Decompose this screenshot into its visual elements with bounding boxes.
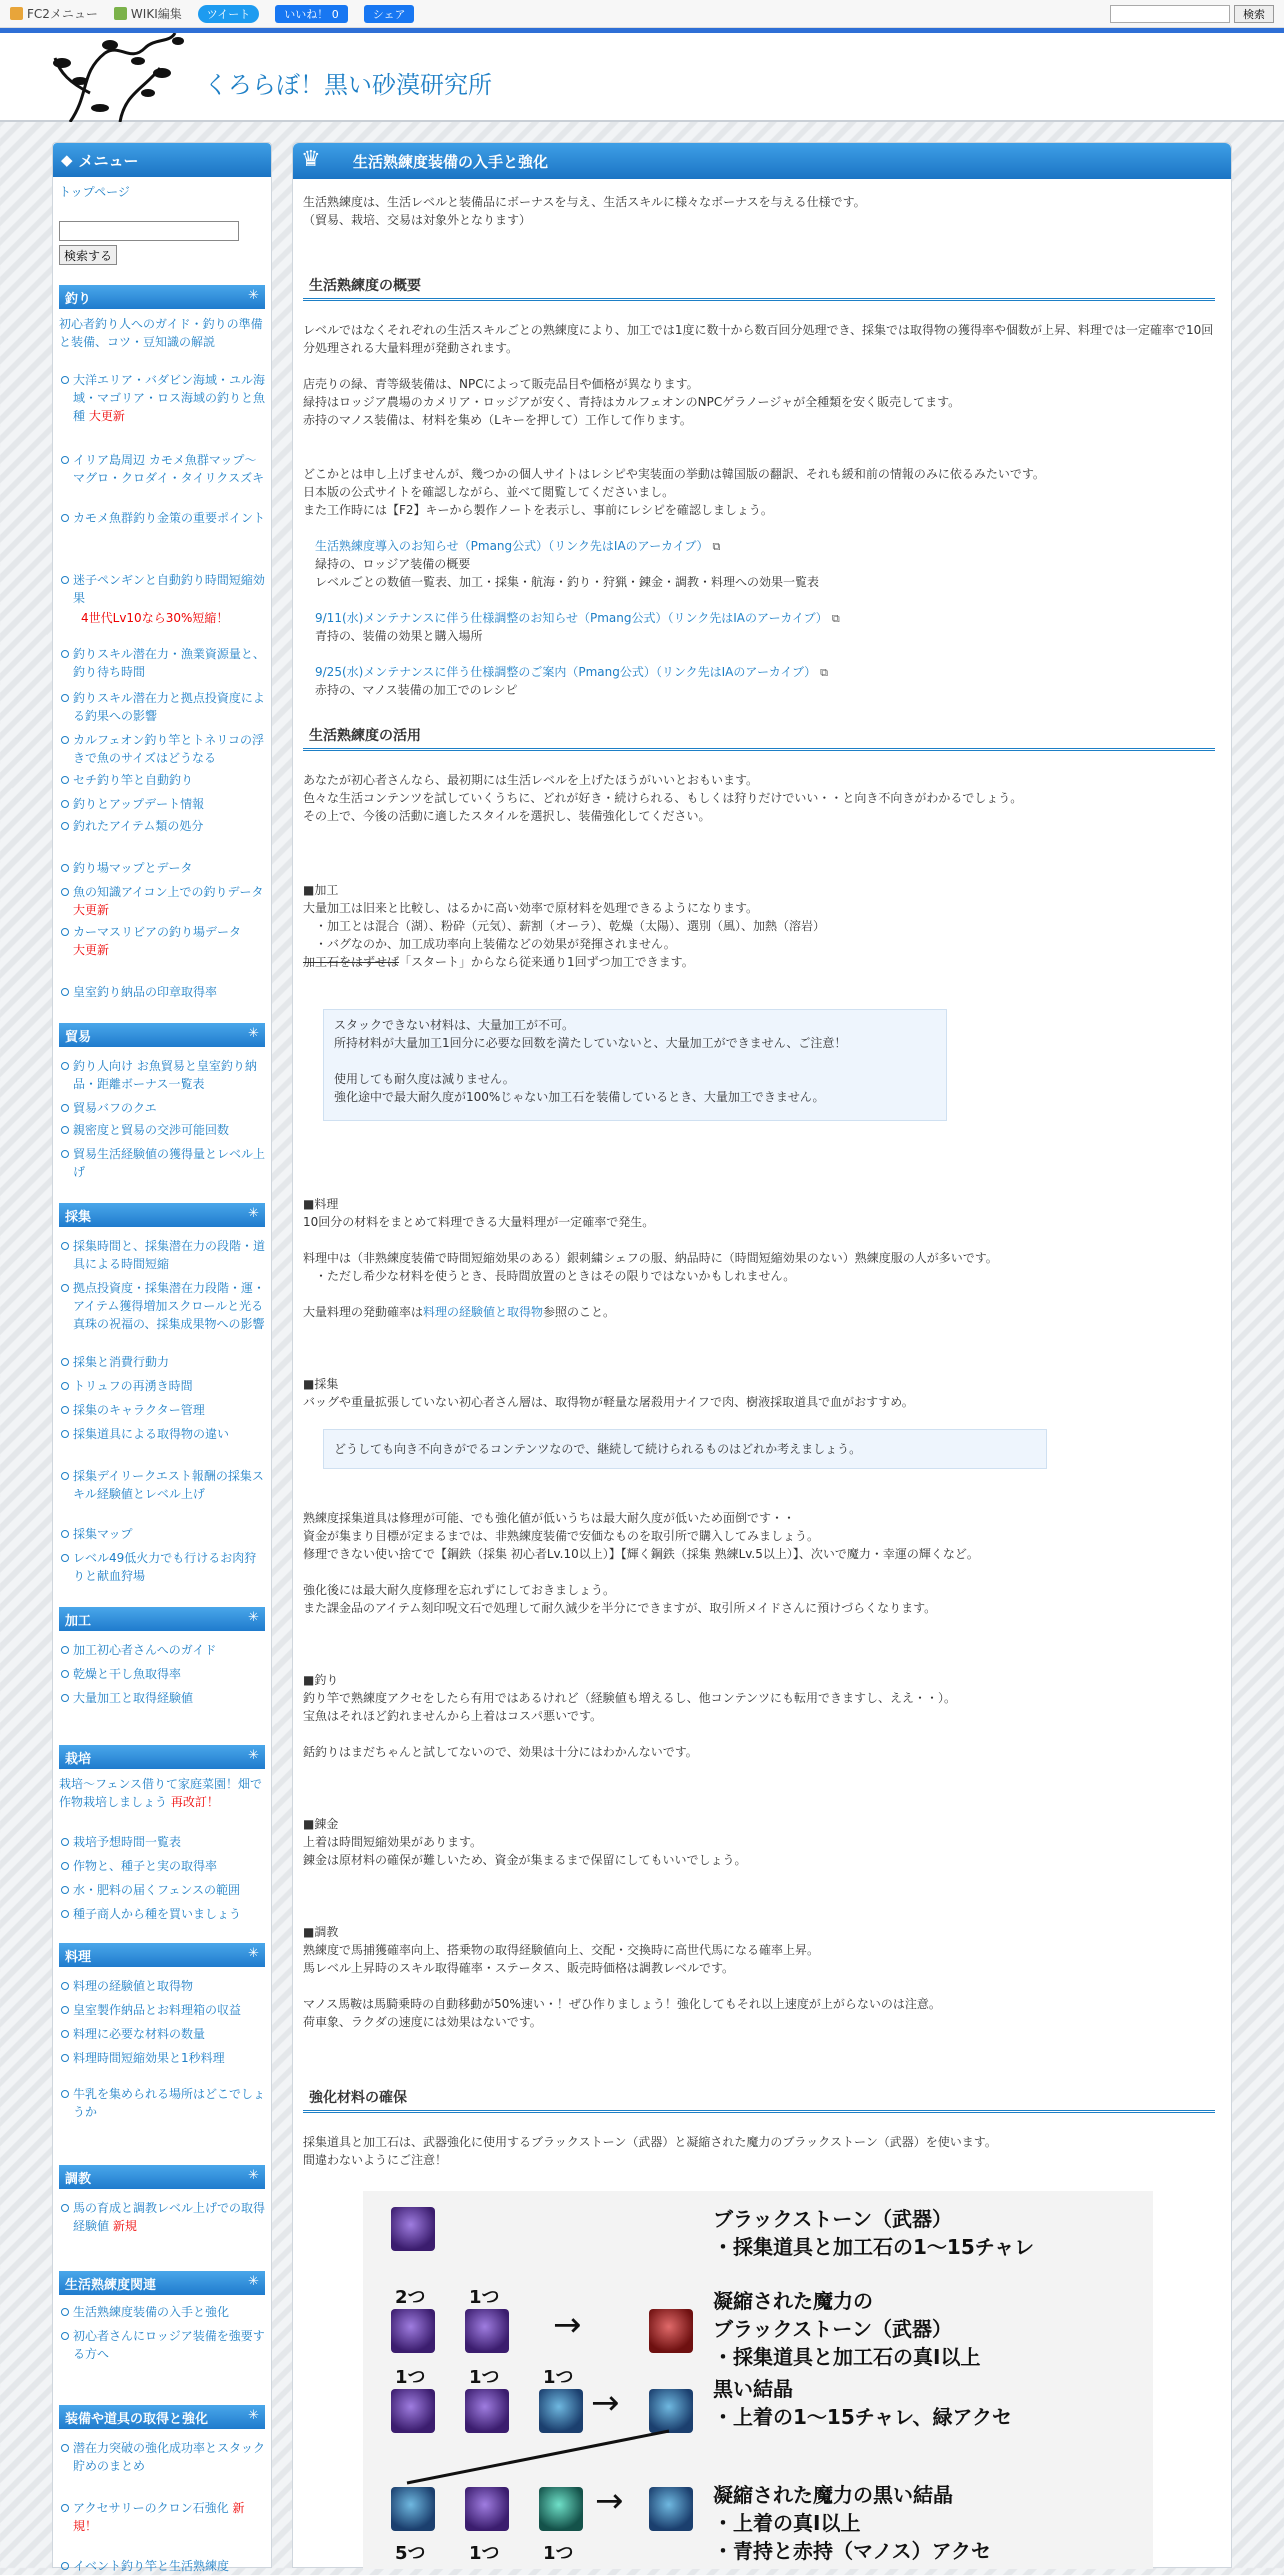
wiki-edit-link[interactable]: WIKI編集 [114, 5, 182, 22]
heading-overview: 生活熟練度の概要 [303, 271, 1215, 301]
note-text: 4世代Lv10なら30%短縮！ [81, 611, 229, 625]
section-gear: 装備や道具の取得と強化 ✳ [59, 2405, 265, 2429]
count-label: 1つ [395, 2367, 426, 2388]
fc2-toolbar [0, 0, 1284, 28]
figure-caption: 凝縮された魔力の ブラックストーン（武器） ・採集道具と加工石の真Ⅰ以上 [713, 2289, 981, 2369]
fc2-icon [10, 7, 23, 20]
vine-logo-icon [50, 33, 190, 122]
section-processing: 加工 ✳ [59, 1607, 265, 1631]
sidebar-link[interactable]: 釣れたアイテム類の処分 [73, 819, 204, 833]
alchemy-text: ■錬金 上着は時間短縮効果があります。 錬金は原材料の確保が難しいため、資金が集まるまで保留にしてもいいでしょう。 [303, 1817, 747, 1867]
count-label: 5つ [395, 2543, 426, 2564]
sidebar [52, 142, 272, 2573]
external-link[interactable]: 9/11(水)メンテナンスに伴う仕様調整のお知らせ（Pmang公式）（リンク先はIAのアーカイブ） ⧉ [315, 611, 840, 625]
black-stone-icon [391, 2309, 435, 2353]
concentrated-black-crystal-icon [649, 2487, 693, 2531]
sidebar-link[interactable]: レベル49低火力でも行けるお肉狩りと献血狩場 [73, 1551, 257, 1583]
sidebar-link[interactable]: 貿易バフのクエ [73, 1101, 157, 1115]
new-badge: 再改訂！ [170, 1795, 219, 1809]
section-gathering: 採集 ✳ [59, 1203, 265, 1227]
site-title[interactable]: くろらぼ！黒い砂漠研究所 [204, 71, 492, 99]
sidebar-link[interactable]: アクセサリーのクロン石強化 [73, 2501, 229, 2515]
sparkle-icon: ✳ [248, 2168, 259, 2183]
sparkle-icon: ✳ [248, 1946, 259, 1961]
new-badge: 新規 [112, 2219, 137, 2233]
crown-icon: ♛ [301, 147, 321, 172]
sidebar-link[interactable]: 栽培予想時間一覧表 [73, 1835, 182, 1849]
sidebar-link[interactable]: 作物と、種子と実の取得率 [73, 1859, 218, 1873]
count-label: 2つ [395, 2287, 426, 2308]
arrow-right-icon: → [591, 2383, 620, 2423]
heading-materials: 強化材料の確保 [303, 2083, 1215, 2113]
arrow-right-icon: → [553, 2305, 582, 2345]
sidebar-link[interactable]: 拠点投資度・採集潜在力段階・運・アイテム獲得増加スクロールと光る真珠の祝福の、採集成果物への影響 [73, 1281, 266, 1331]
intro-text: 生活熟練度は、生活レベルと装備品にボーナスを与え、生活スキルに様々なボーナスを与える仕様です。 （貿易、栽培、交易は対象外となります） [303, 195, 866, 227]
paragraph: 「スタート」からなら従来通り1回ずつ加工できます。 [399, 955, 694, 969]
sidebar-link[interactable]: 採集時間と、採集潜在力の段階・道具による時間短縮 [73, 1239, 266, 1271]
section-trade: 貿易 ✳ [59, 1023, 265, 1047]
link-description: 赤持の、マノス装備の加工でのレシピ [315, 683, 518, 697]
page-title: 生活熟練度装備の入手と強化 [353, 152, 549, 171]
sidebar-link[interactable]: 大洋エリア・バダビン海域・ユル海域・マゴリア・ロス海域の釣りと魚種 [73, 373, 266, 423]
sidebar-link[interactable]: 料理時間短縮効果と1秒料理 [73, 2051, 225, 2065]
sidebar-link[interactable]: イリア島周辺 カモメ魚群マップ～マグロ・クロダイ・タイリクスズキ [73, 453, 265, 485]
black-stone-armor-icon [539, 2487, 583, 2531]
sidebar-link[interactable]: カルフェオン釣り竿とトネリコの浮きで魚のサイズはどうなる [73, 733, 265, 765]
wiki-icon [114, 7, 127, 20]
sidebar-link[interactable]: 親密度と貿易の交渉可能回数 [73, 1123, 230, 1137]
sidebar-link[interactable]: 採集デイリークエスト報酬の採集スキル経験値とレベル上げ [73, 1469, 264, 1501]
sidebar-link[interactable]: カモメ魚群釣り金策の重要ポイント [73, 511, 266, 525]
count-label: 1つ [469, 2367, 500, 2388]
link-description: 緑持の、ロッジア装備の概要 レベルごとの数値一覧表、加工・採集・航海・釣り・狩猟・錬金・調教・料理への効果一覧表 [315, 557, 820, 589]
tools-text: 熟練度採集道具は修理が可能、でも強化値が低いうちは最大耐久度が低いため面倒です・・ 資金が集まり目標が定まるまでは、非熟練度装備で安価なものを取引所で購入してみましょう。 修理できない使い捨てで【鋼鉄（採集 初心者Lv.10以上）】【輝く鋼鉄（採集 熟練Lv.5以上）】、次いで魔力・幸運の輝くなど。 強化後には最大耐久度修理を忘れずにしておきましょう。 また課金品のアイテム刻印呪文石で処理して耐久減少を半分にできますが、取引所メイドさんに預けづらくなります。 [303, 1511, 979, 1615]
paragraph: 採集道具と加工石は、武器強化に使用するブラックストーン（武器）と凝縮された魔力のブラックストーン（武器）を使います。 間違わないようにご注意！ [303, 2135, 997, 2167]
sidebar-link[interactable]: 料理に必要な材料の数量 [73, 2027, 206, 2041]
count-label: 1つ [543, 2367, 574, 2388]
connector-line [403, 2427, 673, 2487]
sidebar-link[interactable]: 牛乳を集められる場所はどこでしょうか [73, 2087, 266, 2119]
sidebar-link[interactable]: 釣り場マップとデータ [73, 861, 193, 875]
sidebar-link[interactable]: 迷子ペンギンと自動釣り時間短縮効果 [73, 573, 265, 605]
sidebar-link[interactable]: 採集道具による取得物の違い [73, 1427, 230, 1441]
sparkle-icon: ✳ [248, 1026, 259, 1041]
sidebar-link[interactable]: 栽培～フェンス借りて家庭菜園！畑で作物栽培しましょう [59, 1777, 263, 1809]
section-cooking: 料理 ✳ [59, 1943, 265, 1967]
menu-diamond-icon: ◆ [61, 151, 73, 169]
black-stone-icon [391, 2207, 435, 2251]
sparkle-icon: ✳ [248, 2274, 259, 2289]
link-description: 青持の、装備の効果と購入場所 [315, 629, 483, 643]
sidebar-link[interactable]: 種子商人から種を買いましょう [73, 1907, 242, 1921]
black-crystal-icon [391, 2487, 435, 2531]
gathering-text: ■採集 バッグや重量拡張していない初心者さん層は、取得物が軽量な屠殺用ナイフで肉、樹液採取道具で血がおすすめ。 [303, 1377, 914, 1409]
note-box: どうしても向き不向きがでるコンテンツなので、継続して続けられるものはどれか考えましょう。 [323, 1429, 1047, 1469]
sidebar-link[interactable]: セチ釣り竿と自動釣り [73, 773, 194, 787]
new-badge: 大更新 [88, 409, 125, 423]
section-training: 調教 ✳ [59, 2165, 265, 2189]
note-box: スタックできない材料は、大量加工が不可。 所持材料が大量加工1回分に必要な回数を満たしていないと、大量加工ができません、ご注意！ 使用しても耐久度は減りません。 強化途中で最大耐久度が100%じゃない加工石を装備しているとき、大量加工できません。 [323, 1009, 947, 1121]
figure-caption: 凝縮された魔力の黒い結晶 ・上着の真Ⅰ以上 ・青持と赤持（マノス）アクセ [713, 2483, 991, 2563]
sidebar-link[interactable]: イベント釣り竿と生活熟練度 [73, 2559, 230, 2573]
processing-text: ■加工 大量加工は旧来と比較し、はるかに高い効率で原材料を処理できるようになります。 ・加工とは混合（湖）、粉砕（元気）、薪割（オーラ）、乾燥（太陽）、選別（風）、加熱（溶岩） ・バグなのか、加工成功率向上装備などの効果が発揮されません。 [303, 883, 826, 951]
paragraph: 参照のこと。 [543, 1305, 616, 1319]
enhancement-materials-figure [363, 2191, 1153, 2569]
sidebar-link[interactable]: 初心者釣り人へのガイド・釣りの準備と装備、コツ・豆知識の解説 [59, 317, 263, 349]
sidebar-top-link[interactable]: トップページ [59, 185, 130, 199]
count-label: 1つ [543, 2543, 574, 2564]
tweet-button[interactable]: ツイート [198, 5, 259, 23]
sidebar-link[interactable]: 乾燥と干し魚取得率 [73, 1667, 182, 1681]
figure-caption: ブラックストーン（武器） ・採集道具と加工石の1～15チャレ [713, 2207, 1035, 2259]
sidebar-link[interactable]: 皇室釣り納品の印章取得率 [73, 985, 218, 999]
training-text: ■調教 熟練度で馬捕獲確率向上、搭乗物の取得経験値向上、交配・交換時に高世代馬になる確率上昇。 馬レベル上昇時のスキル取得確率・ステータス、販売時価格は調教レベルです。 マノス馬鞍は馬騎乗時の自動移動が50%速い・！ぜひ作りましょう！強化してもそれ以上速度が上がらないのは注意。 荷車象、ラクダの速度には効果はないです。 [303, 1925, 941, 2029]
cooking-ref-link[interactable]: 料理の経験値と取得物 [423, 1305, 544, 1319]
heading-usage: 生活熟練度の活用 [303, 721, 1215, 751]
sparkle-icon: ✳ [248, 1610, 259, 1625]
paragraph: どこかとは申し上げませんが、幾つかの個人サイトはレシピや実装面の挙動は韓国版の翻訳、それも緩和前の情報のみに依るみたいです。 日本版の公式サイトを確認しながら、並べて閲覧してくださいまし。 また工作時には【F2】キーから製作ノートを表示し、事前にレシピを確認しましょう。 [303, 467, 1045, 517]
fishing-text: ■釣り 釣り竿で熟練度アクセをしたら有用ではあるけれど（経験値も増えるし、他コンテンツにも転用できますし、ええ・・）。 宝魚はそれほど釣れませんから上着はコスパ悪いです。 銛釣りはまだちゃんと試してないので、効果は十分にはわかんないです。 [303, 1673, 957, 1759]
sidebar-link[interactable]: 皇室製作納品とお料理箱の収益 [73, 2003, 242, 2017]
sidebar-link[interactable]: 料理の経験値と取得物 [73, 1979, 194, 1993]
site-header [0, 33, 1284, 122]
sidebar-link[interactable]: 採集マップ [73, 1527, 133, 1541]
sidebar-link[interactable]: 貿易生活経験値の獲得量とレベル上げ [73, 1147, 266, 1179]
sidebar-link[interactable]: 生活熟練度装備の入手と強化 [73, 2305, 230, 2319]
top-search-button[interactable]: 検索 [1234, 5, 1274, 23]
share-button[interactable]: シェア [364, 5, 415, 23]
external-link[interactable]: 生活熟練度導入のお知らせ（Pmang公式）（リンク先はIAのアーカイブ） ⧉ [315, 539, 720, 553]
sidebar-link[interactable]: 初心者さんにロッジア装備を強要する方へ [73, 2329, 265, 2361]
figure-caption: 黒い結晶 ・上着の1～15チャレ、緑アクセ [713, 2377, 1012, 2429]
sidebar-link[interactable]: カーマスリビアの釣り場データ [73, 925, 242, 939]
sparkle-icon: ✳ [248, 2408, 259, 2423]
sidebar-search-input[interactable] [59, 221, 239, 241]
paragraph: あなたが初心者さんなら、最初期には生活レベルを上げたほうがいいとおもいます。 色々な生活コンテンツを試していくうちに、どれが好き・続けられる、もしくは狩りだけでいい・・と向き不向きがわかるでしょう。 その上で、今後の活動に適したスタイルを選択し、装備強化してください。 [303, 773, 1023, 823]
main-content [292, 142, 1232, 2568]
black-stone-icon [465, 2487, 509, 2531]
section-fishing: 釣り ✳ [59, 285, 265, 309]
sidebar-link[interactable]: 馬の育成と調教レベル上げでの取得経験値 [73, 2201, 266, 2233]
paragraph: 店売りの緑、青等級装備は、NPCによって販売品目や価格が異なります。 緑持はロッジア農場のカメリア・ロッジアが安く、青持はカルフェオンのNPCゲラノージャが全種類を安く販売してます。 赤持のマノス装備は、材料を集め（Lキーを押して）工作して作ります。 [303, 377, 961, 427]
arrow-right-icon: → [595, 2481, 624, 2521]
sidebar-search-button[interactable]: 検索する [59, 245, 117, 265]
sparkle-icon: ✳ [248, 288, 259, 303]
sidebar-link[interactable]: 水・肥料の届くフェンスの範囲 [73, 1883, 241, 1897]
black-stone-icon [465, 2309, 509, 2353]
sidebar-link[interactable]: トリュフの再湧き時間 [73, 1379, 193, 1393]
section-equipment: 生活熟練度関連 ✳ [59, 2271, 265, 2295]
paragraph: レベルではなくそれぞれの生活スキルごとの熟練度により、加工では1度に数十から数百回分処理でき、採集では取得物の獲得率や個数が上昇、料理では一定確率で10回分処理される大量料理が発動されます。 [303, 323, 1214, 355]
menu-header: ◆ メニュー [53, 143, 271, 177]
paragraph: 大量料理の発動確率は [303, 1305, 424, 1319]
sidebar-link[interactable]: 採集と消費行動力 [73, 1355, 170, 1369]
page-title-bar [293, 143, 1231, 179]
concentrated-black-stone-icon [649, 2309, 693, 2353]
new-badge: 大更新 [73, 903, 110, 917]
sidebar-link[interactable]: 加工初心者さんへのガイド [73, 1643, 217, 1657]
like-button[interactable]: いいね！ 0 [275, 5, 348, 23]
fc2-menu[interactable]: FC2メニュー [10, 5, 98, 22]
sidebar-link[interactable]: 釣りスキル潜在力・漁業資源量と、釣り待ち時間 [73, 647, 265, 679]
sidebar-link[interactable]: 釣りとアップデート情報 [73, 797, 205, 811]
sidebar-link[interactable]: 釣りスキル潜在力と拠点投資度による釣果への影響 [73, 691, 265, 723]
sidebar-search [59, 221, 239, 265]
sidebar-link[interactable]: 魚の知識アイコン上での釣りデータ [73, 885, 264, 899]
sparkle-icon: ✳ [248, 1748, 259, 1763]
sidebar-link[interactable]: 潜在力突破の強化成功率とスタック貯めのまとめ [73, 2441, 266, 2473]
count-label: 1つ [469, 2287, 500, 2308]
top-search-input[interactable] [1110, 5, 1230, 23]
section-farming: 栽培 ✳ [59, 1745, 265, 1769]
sidebar-link[interactable]: 採集のキャラクター管理 [73, 1403, 205, 1417]
cooking-text: ■料理 10回分の材料をまとめて料理できる大量料理が一定確率で発生。 料理中は（非熟練度装備で時間短縮効果のある）銀刺繍シェフの服、納品時に（時間短縮効果のない）熟練度服の人が多いです。 ・ただし希少な材料を使うとき、長時間放置のときはその限りではないかもしれません。 [303, 1197, 998, 1283]
new-badge: 新規！ [73, 2501, 245, 2533]
new-badge: 大更新 [73, 943, 110, 957]
sidebar-link[interactable]: 釣り人向け お魚貿易と皇室釣り納品・距離ボーナス一覧表 [73, 1059, 257, 1091]
count-label: 1つ [469, 2543, 500, 2564]
external-link[interactable]: 9/25(水)メンテナンスに伴う仕様調整のご案内（Pmang公式）（リンク先はIAのアーカイブ） ⧉ [315, 665, 828, 679]
strikethrough-text: 加工石をはずせば [303, 955, 400, 969]
sidebar-link[interactable]: 大量加工と取得経験値 [73, 1691, 194, 1705]
sparkle-icon: ✳ [248, 1206, 259, 1221]
top-search [1110, 5, 1274, 23]
